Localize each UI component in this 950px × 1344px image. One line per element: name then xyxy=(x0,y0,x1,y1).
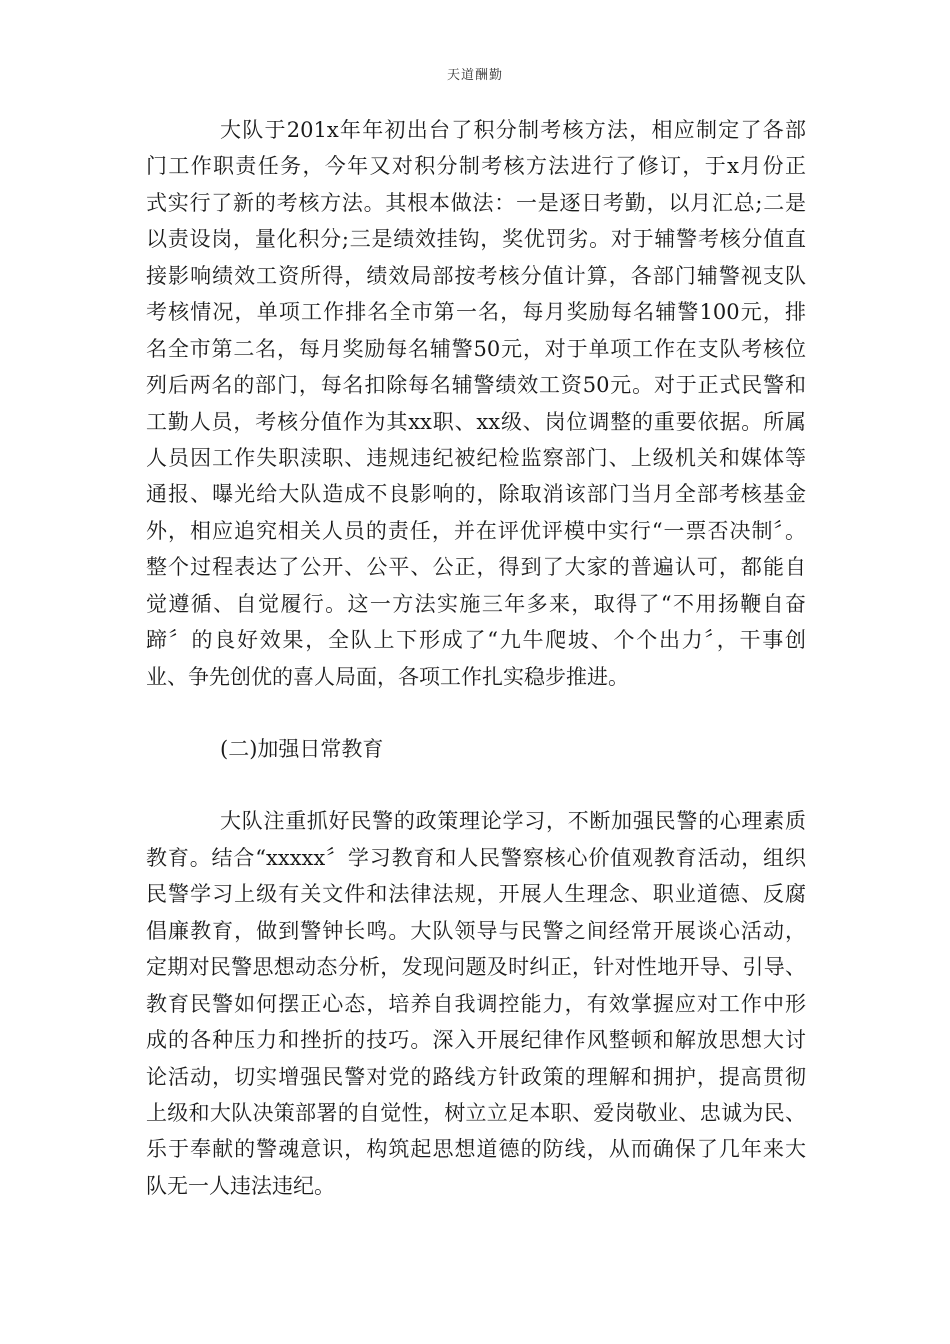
paragraph-spacer xyxy=(146,767,806,803)
page-header: 天道酬勤 xyxy=(446,68,503,83)
paragraph-line: 门工作职责任务，今年又对积分制考核方法进行了修订，于x月份正 xyxy=(146,154,806,179)
paragraph-spacer xyxy=(146,695,806,731)
paragraph-line: 队无一人违法违纪。 xyxy=(146,1173,335,1198)
paragraph-line: 上级和大队决策部署的自觉性，树立立足本职、爱岗敬业、忠诚为民、 xyxy=(146,1100,806,1125)
paragraph-line: 外，相应追究相关人员的责任，并在评优评模中实行“一票否决制〞。 xyxy=(146,518,806,543)
paragraph-daily-education xyxy=(146,803,806,1204)
paragraph-line: 工勤人员，考核分值作为其xx职、xx级、岗位调整的重要依据。所属 xyxy=(146,409,806,434)
paragraph-line: 成的各种压力和挫折的技巧。深入开展纪律作风整顿和解放思想大讨 xyxy=(146,1028,806,1053)
paragraph-line: 接影响绩效工资所得，绩效局部按考核分值计算，各部门辅警视支队 xyxy=(146,263,806,288)
paragraph-line: 觉遵循、自觉履行。这一方法实施三年多来，取得了“不用扬鞭自奋 xyxy=(146,591,806,616)
paragraph-line: 教育民警如何摆正心态，培养自我调控能力，有效掌握应对工作中形 xyxy=(146,991,806,1016)
paragraph-line: 教育。结合“xxxxx〞学习教育和人民警察核心价值观教育活动，组织 xyxy=(146,845,806,870)
section-heading: (二)加强日常教育 xyxy=(220,737,384,761)
paragraph-line: 整个过程表达了公开、公平、公正，得到了大家的普遍认可，都能自 xyxy=(146,555,806,580)
paragraph-line: 考核情况，单项工作排名全市第一名，每月奖励每名辅警100元，排 xyxy=(146,300,806,325)
paragraph-line: 式实行了新的考核方法。其根本做法：一是逐日考勤，以月汇总;二是 xyxy=(146,190,806,215)
paragraph-line: 民警学习上级有关文件和法律法规，开展人生理念、职业道德、反腐 xyxy=(146,882,806,907)
paragraph-line: 定期对民警思想动态分析，发现问题及时纠正，针对性地开导、引导、 xyxy=(146,955,806,980)
paragraph-line: 乐于奉献的警魂意识，构筑起思想道德的防线，从而确保了几年来大 xyxy=(146,1137,806,1162)
paragraph-line: 人员因工作失职渎职、违规违纪被纪检监察部门、上级机关和媒体等 xyxy=(146,445,806,470)
paragraph-line: 倡廉教育，做到警钟长鸣。大队领导与民警之间经常开展谈心活动， xyxy=(146,918,806,943)
paragraph-line: 大队注重抓好民警的政策理论学习，不断加强民警的心理素质 xyxy=(220,809,806,834)
paragraph-assessment-method xyxy=(146,112,806,695)
paragraph-line: 以责设岗，量化积分;三是绩效挂钩，奖优罚劣。对于辅警考核分值直 xyxy=(146,227,806,252)
paragraph-line: 大队于201x年年初出台了积分制考核方法，相应制定了各部 xyxy=(220,118,806,142)
paragraph-line: 名全市第二名，每月奖励每名辅警50元，对于单项工作在支队考核位 xyxy=(146,336,806,361)
paragraph-line: 列后两名的部门，每名扣除每名辅警绩效工资50元。对于正式民警和 xyxy=(146,373,806,398)
document-body xyxy=(146,112,806,1204)
paragraph-line: 业、争先创优的喜人局面，各项工作扎实稳步推进。 xyxy=(146,664,629,689)
paragraph-line: 蹄〞的良好效果，全队上下形成了“九牛爬坡、个个出力〞，干事创 xyxy=(146,628,806,653)
paragraph-line: 通报、曝光给大队造成不良影响的，除取消该部门当月全部考核基金 xyxy=(146,482,806,507)
paragraph-line: 论活动，切实增强民警对党的路线方针政策的理解和拥护，提高贯彻 xyxy=(146,1064,806,1089)
